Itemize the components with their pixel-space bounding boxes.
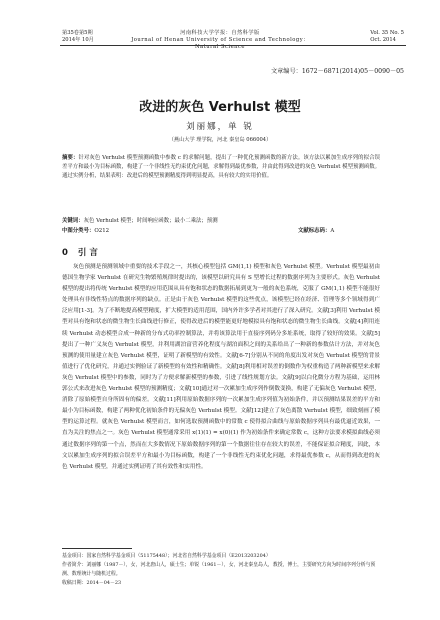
header-journal-name-cn: 河南科技大学学报：自然科学版 <box>180 30 260 36</box>
header-date-cn: 2014年 10月 <box>62 37 94 43</box>
clc-value: O212 <box>94 228 110 234</box>
section-number: 0 <box>62 248 68 258</box>
journal-header <box>0 0 440 50</box>
section-heading <box>62 246 98 258</box>
header-rule <box>60 45 406 46</box>
classification-row <box>62 226 380 234</box>
header-journal-name-en: Journal of Henan University of Science and Technology：Natural Science <box>131 37 309 50</box>
author-affiliation: （燕山大学 理学院，河北 秦皇岛 066004） <box>168 137 272 143</box>
header-volume-issue-en: Vol. 35 No. 5 <box>370 30 404 36</box>
body-paragraph: 灰色预测是预测领域中重要的技术手段之一，其核心模型包括 GM(1,1) 模型和灰色 Verhulst 模型。Verhulst 模型最初由德国生物学家 Verhulst 在研究生物繁殖规律时提出的，该模型以研究具有 S 型增长过程的数据序列为主要形式。灰色 Verhulst 模型的提出将传统 Verhulst 模型的应用范围从具有饱和状态的数据拓展到更为一般的灰色系统，克服了 GM(1,1) 模型不能很好处理具有非线性特点的数据序列的缺点。正是由于灰色 Verhulst 模型的这些优点，该模型已经在经济、管理等多个领域得到广泛应用[1-3]。为了不断地提高模型精度，扩大模型的适用范围，国内外许多学者对其进行了深入研究。文献[3]利用 Verhulst 模型对具有饱和状态的微生物生长曲线进行修正，使得改进后的模型能更好地模拟具有饱和状态的微生物生长曲线。文献[4]利用连续 Verhulst 动态模型合成一种新的分布式功率控制算法，并将该算法用于直接序列码分多址系统，取得了较好的效果。文献[5]提出了一种广义灰色 Verhulst 模型，并利用湖泊富营养化程度与湖泊面积之间的关系给出了一种新的参数估计方法，并对灰色预测的使用量建立灰色 Verhulst 模型，证明了新模型的有效性。文献[6-7]分别从不同的角度出发对灰色 Verhulst 模型的背景值进行了优化研究，并通过实例验证了新模型的有效性和精确性。文献[8]利用相对误差的倒数作为权重构造了两种新模型来求解灰色 Verhulst 模型中的参数，同时为了方便求解新模型的参数，引进了线性规划方法。文献[9]以白化微分方程为基础，运用林郭公式来改进灰色 Verhulst 模型的预测精度；文献[10]通过对一次累加生成序列作倒数变换，构建了无偏灰色 Verhulst 模型，消除了原始模型自身所固有的偏差。文献[11]利用原始数据序列的一次累加生成序列值为初始条件，并以预测结果误差的平方和最小为目标函数，构建了两种优化初始条件的无偏灰色 Verhulst 模型。文献[12]建立了灰色离散 Verhulst 模型，细致刻画了模型的运算过程。就灰色 Verhulst 模型而言，如何选取预测函数中的常数 c 使得拟合曲线与原始数据序列具有最优逼近效果，一直为关注的焦点之一。灰色 Verhulst 模型通常采用 x(1)(1) = x(0)(1) 作为初始条件来确定常数 c，这种方法要求模拟曲线必须通过数据序列的第一个点，然而在大多数情况下原始数据序列的第一个数据往往存在较大的误差，不能保证拟合精度，因此，本文以累加生成序列的拟合误差平方和最小为目标函数，构建了一个非线性无约束优化问题，求得最优参数 c，从而得到改进的灰色 Verhulst 模型，并通过实例证明了其有效性和实用性。 <box>62 264 380 470</box>
document-code-value: A <box>330 228 335 234</box>
header-volume-left <box>62 30 94 44</box>
keywords-text: 灰色 Verhulst 模型；时间响应函数；最小二乘法；预测 <box>83 218 218 224</box>
document-code-label: 文献标志码： <box>298 228 331 234</box>
abstract <box>62 154 380 182</box>
footnote-author-bio: 作者简介：刘丽娜（1987－），女，河北唐山人，硕士生；单锐（1961－），女，河北秦皇岛人，教授，博士，主要研究方向为时间序列分析与预测、数理统计与随机过程。 <box>62 562 376 577</box>
footnotes <box>62 552 380 588</box>
keywords-label: 关键词： <box>62 218 84 224</box>
abstract-label: 摘要： <box>62 155 79 161</box>
paper-authors: 刘丽娜，单 锐 <box>186 122 254 132</box>
section-title: 引 言 <box>77 248 98 258</box>
header-volume-issue-cn: 第35卷第5期 <box>62 30 93 36</box>
header-journal-name <box>120 30 320 51</box>
article-number: 文章编号：1672－6871(2014)05－0090－05 <box>270 68 404 75</box>
abstract-text: 针对灰色 Verhulst 模型预测函数中参数 c 的求解问题，提出了一种优化预测函数的新方法。该方法以累加生成序列的拟合误差平方和最小为目标函数，构建了一个非线性无约束优化问题，求解得到最优参数，并由此得到改进的灰色 Verhulst 模型预测函数。通过实例分析，结果表明：改进后的模型预测精度得到明显提高，具有较大的实用价值。 <box>62 155 380 180</box>
footnote-funding: 基金项目：国家自然科学基金项目（51175448）；河北省自然科学基金项目（E2013203204） <box>62 553 271 559</box>
document-code <box>298 226 334 234</box>
footnote-received-date: 收稿日期：2014－04－23 <box>62 580 122 586</box>
header-volume-right <box>370 30 404 44</box>
keywords <box>62 216 380 224</box>
footnote-rule <box>62 548 132 549</box>
header-date-en: Oct. 2014 <box>370 37 396 43</box>
paper-title: 改进的灰色 Verhulst 模型 <box>139 100 301 115</box>
clc-label: 中图分类号： <box>62 228 95 234</box>
